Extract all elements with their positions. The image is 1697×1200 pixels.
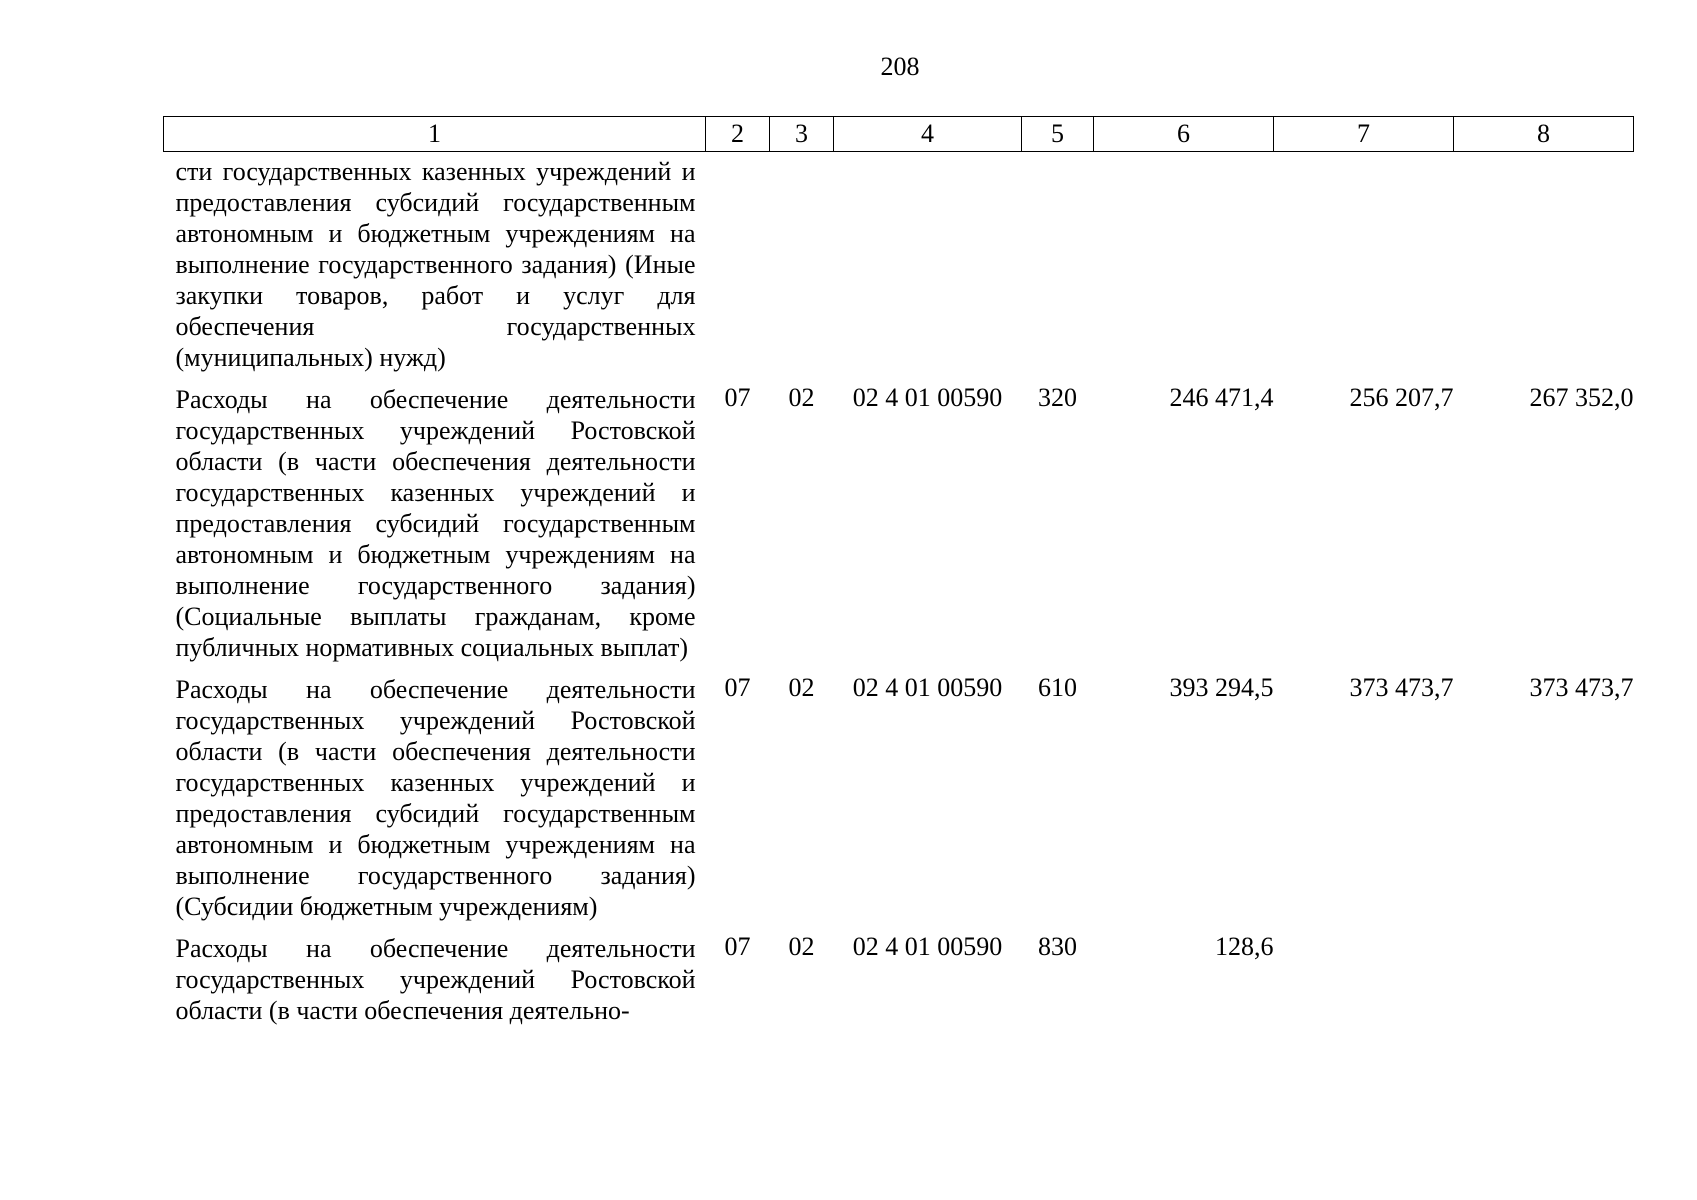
row-section: 07	[724, 383, 751, 412]
table-row	[164, 672, 1634, 931]
row-amount-col6: 128,6	[1215, 932, 1274, 961]
header-col-2: 2	[706, 117, 770, 152]
header-col-3: 3	[770, 117, 834, 152]
row-amount-col7	[1274, 152, 1454, 383]
budget-table	[163, 116, 1634, 1035]
table-row	[164, 152, 1634, 383]
row-expense-type: 320	[1038, 383, 1077, 412]
header-col-1: 1	[164, 117, 706, 152]
table-header-row	[164, 117, 1634, 152]
row-expense-type	[1022, 152, 1094, 383]
row-expense-type: 610	[1038, 673, 1077, 702]
row-section: 07	[724, 673, 751, 702]
row-description: сти государственных казенных учреждений и предоставления субсидий государственным автономным и бюджетным учреждениям на выполнение государственного задания) (Иные закупки товаров, работ и услуг для обеспечения государственных (муниципальных) нужд)	[175, 157, 696, 372]
row-expense-type: 830	[1038, 932, 1077, 961]
row-section: 07	[724, 932, 751, 961]
row-description: Расходы на обеспечение деятельности государственных учреждений Ростовской области (в части обеспечения деятельно-	[175, 934, 696, 1025]
header-col-6: 6	[1094, 117, 1274, 152]
row-section	[706, 152, 770, 383]
row-target-article: 02 4 01 00590	[852, 932, 1003, 961]
header-col-7: 7	[1274, 117, 1454, 152]
header-col-8: 8	[1454, 117, 1634, 152]
table-row	[164, 931, 1634, 1035]
table-row	[164, 382, 1634, 672]
header-col-4: 4	[834, 117, 1022, 152]
row-amount-col7: 256 207,7	[1349, 383, 1454, 412]
row-target-article: 02 4 01 00590	[852, 383, 1003, 412]
row-description: Расходы на обеспечение деятельности государственных учреждений Ростовской области (в части обеспечения деятельности государственных казенных учреждений и предоставления субсидий государственным автономным и бюджетным учреждениям на выполнение государственного задания) (Субсидии бюджетным учреждениям)	[175, 675, 696, 921]
row-target-article: 02 4 01 00590	[852, 673, 1003, 702]
row-amount-col6: 393 294,5	[1169, 673, 1274, 702]
row-amount-col6: 246 471,4	[1169, 383, 1274, 412]
row-amount-col8: 267 352,0	[1529, 383, 1634, 412]
row-target-article	[834, 152, 1022, 383]
row-subsection	[770, 152, 834, 383]
row-amount-col6	[1094, 152, 1274, 383]
header-col-5: 5	[1022, 117, 1094, 152]
row-amount-col7: 373 473,7	[1349, 673, 1454, 702]
row-subsection: 02	[788, 932, 815, 961]
row-amount-col7	[1274, 931, 1454, 1035]
row-subsection: 02	[788, 383, 815, 412]
row-amount-col8: 373 473,7	[1529, 673, 1634, 702]
row-amount-col8	[1454, 931, 1634, 1035]
page-number: 208	[880, 52, 920, 81]
row-description: Расходы на обеспечение деятельности государственных учреждений Ростовской области (в части обеспечения деятельности государственных казенных учреждений и предоставления субсидий государственным автономным и бюджетным учреждениям на выполнение государственного задания) (Социальные выплаты гражданам, кроме публичных нормативных социальных выплат)	[175, 385, 696, 662]
row-amount-col8	[1454, 152, 1634, 383]
row-subsection: 02	[788, 673, 815, 702]
